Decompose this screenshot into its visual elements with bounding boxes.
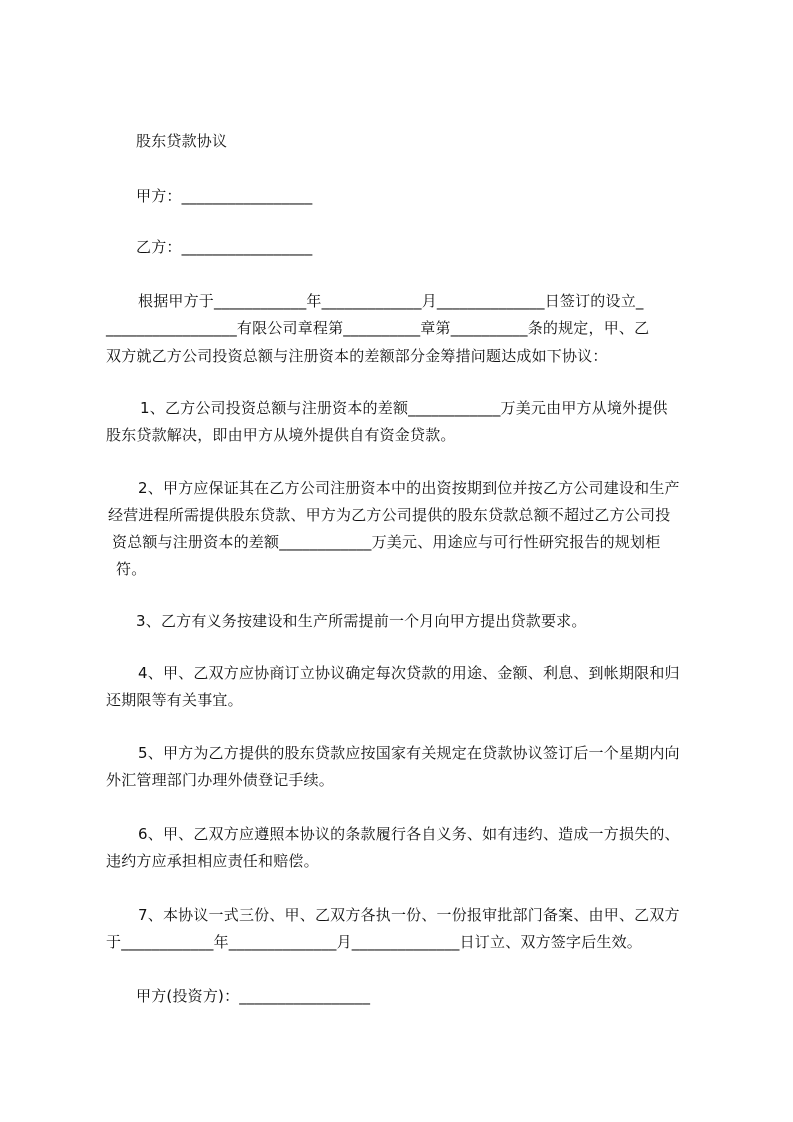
paragraph-line: 根据甲方于____________年_____________月______________日签订的设立_ xyxy=(138,292,644,310)
paragraph-line: _________________有限公司章程第__________章第__________条的规定，甲、乙 xyxy=(106,319,650,337)
paragraph-line: 5、甲方为乙方提供的股东贷款应按国家有关规定在贷款协议签订后一个星期内向 xyxy=(138,744,680,762)
signature-field-party-a: 甲方(投资方)：_________________ xyxy=(136,987,371,1005)
paragraph-line: 2、甲方应保证其在乙方公司注册资本中的出资按期到位并按乙方公司建设和生产 xyxy=(138,479,680,497)
paragraph-line: 符。 xyxy=(116,560,147,578)
document-title: 股东贷款协议 xyxy=(136,132,228,150)
paragraph-line: 7、本协议一式三份、甲、乙双方各执一份、一份报审批部门备案、由甲、乙双方 xyxy=(138,906,680,924)
paragraph-line: 还期限等有关事宜。 xyxy=(106,691,243,709)
paragraph-line: 股东贷款解决，即由甲方从境外提供自有资金贷款。 xyxy=(106,426,456,444)
paragraph-line: 经营进程所需提供股东贷款、甲方为乙方公司提供的股东贷款总额不超过乙方公司投 xyxy=(108,506,671,524)
paragraph-line: 6、甲、乙双方应遵照本协议的条款履行各自义务、如有违约、造成一方损失的、 xyxy=(138,825,680,843)
paragraph-line: 双方就乙方公司投资总额与注册资本的差额部分金筹措问题达成如下协议： xyxy=(106,347,608,365)
party-b-field: 乙方：_________________ xyxy=(136,238,313,256)
paragraph-line: 违约方应承担相应责任和赔偿。 xyxy=(106,852,319,870)
paragraph-line: 3、乙方有义务按建设和生产所需提前一个月向甲方提出贷款要求。 xyxy=(136,612,587,630)
paragraph-line: 资总额与注册资本的差额____________万美元、用途应与可行性研究报告的规划柜 xyxy=(112,533,661,551)
paragraph-line: 外汇管理部门办理外债登记手续。 xyxy=(106,771,335,789)
paragraph-line: 4、甲、乙双方应协商订立协议确定每次贷款的用途、金额、利息、到帐期限和归 xyxy=(138,664,680,682)
party-a-field: 甲方：_________________ xyxy=(136,187,313,205)
paragraph-line: 1、乙方公司投资总额与注册资本的差额____________万美元由甲方从境外提供 xyxy=(140,399,668,417)
paragraph-line: 于____________年______________月______________日订立、双方签字后生效。 xyxy=(106,933,643,951)
